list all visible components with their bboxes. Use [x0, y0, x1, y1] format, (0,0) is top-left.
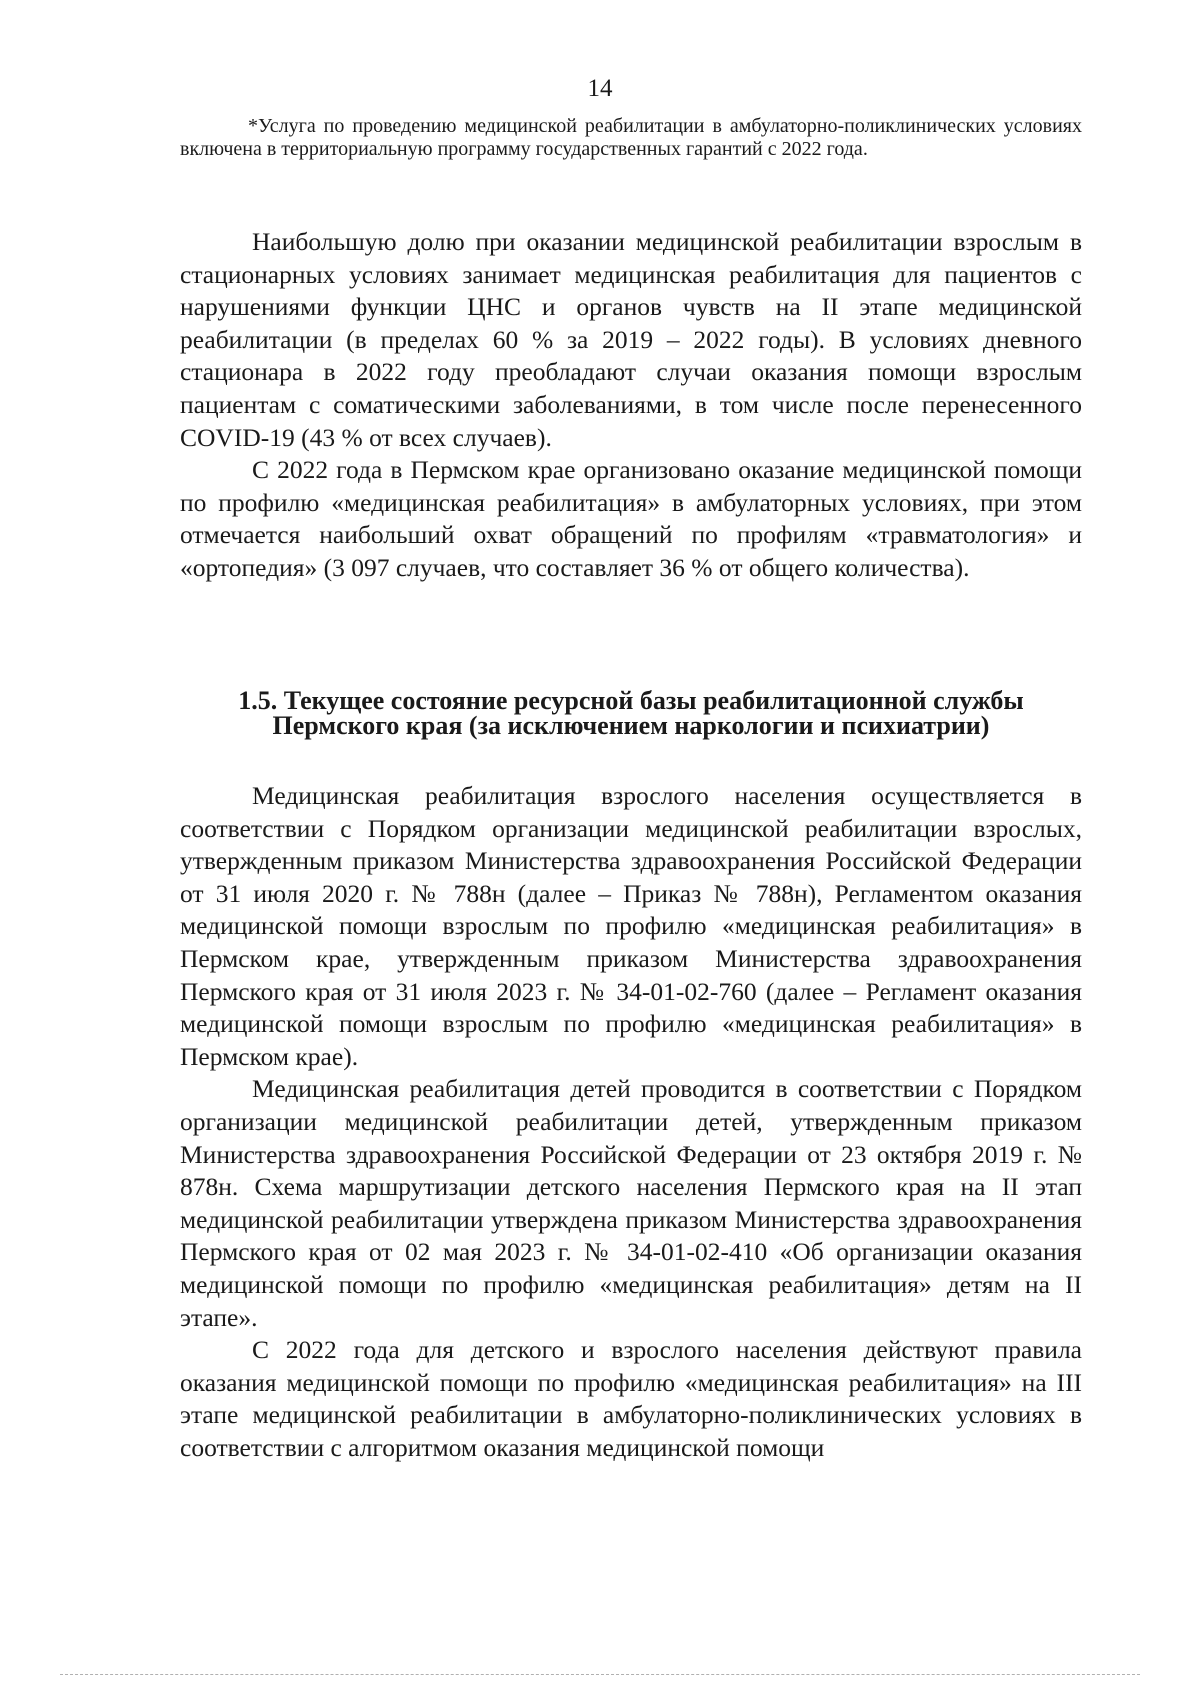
- paragraph: Наибольшую долю при оказании медицинской реабилитации взрослым в стационарных условиях занимает медицинская реабилитация для пациентов с нарушениями функции ЦНС и органов чувств на II этапе медицинской реабилитации (в пределах 60 % за 2019 – 2022 годы). В условиях дневного стационара в 2022 году преобладают случаи оказания помощи взрослым пациентам с соматическими заболеваниями, в том числе после перенесенного COVID-19 (43 % от всех случаев).: [180, 227, 1082, 452]
- paragraph: С 2022 года в Пермском крае организовано оказание медицинской помощи по профилю «медицинская реабилитация» в амбулаторных условиях, при этом отмечается наибольший охват обращений по профилям «травматология» и «ортопедия» (3 097 случаев, что составляет 36 % от общего количества).: [180, 455, 1082, 582]
- paragraph: Медицинская реабилитация взрослого населения осуществляется в соответствии с Порядком организации медицинской реабилитации взрослых, утвержденным приказом Министерства здравоохранения Российской Федерации от 31 июля 2020 г. № 788н (далее – Приказ № 788н), Регламентом оказания медицинской помощи взрослым по профилю «медицинская реабилитация» в Пермском крае, утвержденным приказом Министерства здравоохранения Пермского края от 31 июля 2023 г. № 34-01-02-760 (далее – Регламент оказания медицинской помощи взрослым по профилю «медицинская реабилитация» в Пермском крае).: [180, 781, 1082, 1071]
- page-bottom-edge: [60, 1674, 1140, 1675]
- intro-section: [180, 226, 1082, 585]
- section-heading: [180, 688, 1082, 738]
- section-1-5-body: [180, 780, 1082, 1464]
- section-heading-line-2: Пермского края (за исключением наркологии и психиатрии): [272, 711, 990, 740]
- page-number: 14: [587, 75, 613, 102]
- paragraph: С 2022 года для детского и взрослого населения действуют правила оказания медицинской помощи по профилю «медицинская реабилитация» на III этапе медицинской реабилитации в амбулаторно-поликлинических условиях в соответствии с алгоритмом оказания медицинской помощи: [180, 1335, 1082, 1462]
- footnote-text: *Услуга по проведению медицинской реабилитации в амбулаторно-поликлинических условиях включена в территориальную программу государственных гарантий с 2022 года.: [180, 115, 1082, 160]
- section-heading-line-1: 1.5. Текущее состояние ресурсной базы реабилитационной службы: [238, 686, 1024, 715]
- footnote: [180, 115, 1082, 161]
- paragraph: Медицинская реабилитация детей проводится в соответствии с Порядком организации медицинской реабилитации детей, утвержденным приказом Министерства здравоохранения Российской Федерации от 23 октября 2019 г. № 878н. Схема маршрутизации детского населения Пермского края на II этап медицинской реабилитации утверждена приказом Министерства здравоохранения Пермского края от 02 мая 2023 г. № 34-01-02-410 «Об организации оказания медицинской помощи по профилю «медицинская реабилитация» детям на II этапе».: [180, 1074, 1082, 1332]
